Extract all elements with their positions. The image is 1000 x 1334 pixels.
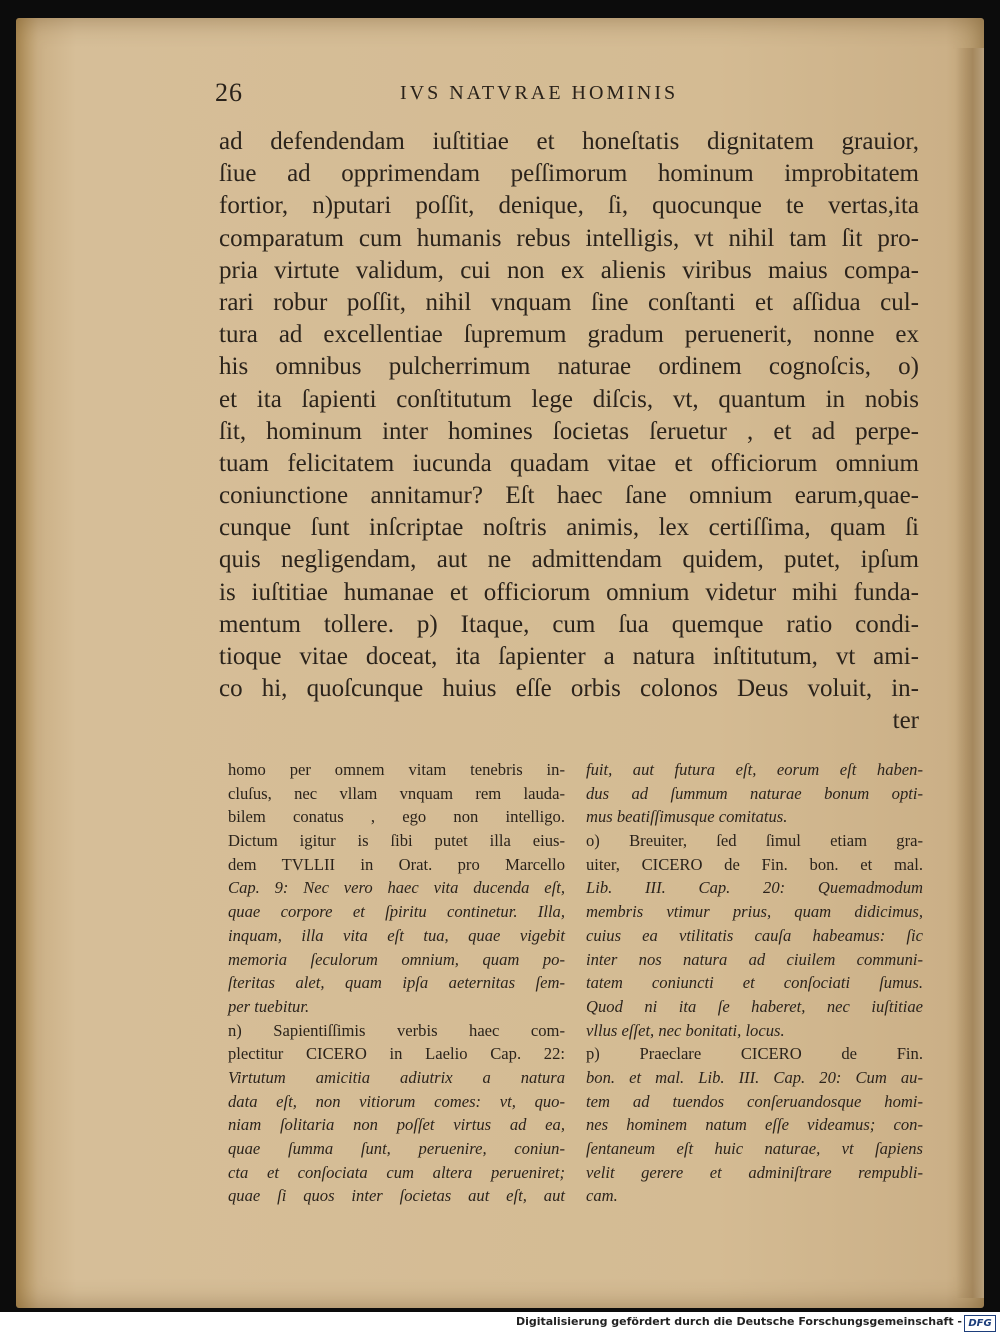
footnote-line: quae ſi quos inter ſocietas aut eſt, aut — [228, 1186, 565, 1206]
footnote-line: bilem conatus , ego non intelligo. — [228, 807, 565, 827]
footnote-line: quae ſumma ſunt, peruenire, coniun- — [228, 1139, 565, 1158]
footnote-line: Virtutum amicitia adiutrix a natura — [228, 1067, 565, 1087]
page-number: 26 — [215, 78, 243, 107]
footnote-line: uiter, CICERO de Fin. bon. et mal. — [586, 854, 923, 874]
main-text-line: ad defendendam iuſtitiae et honeſtatis dignitatem grauior, — [219, 128, 919, 155]
main-text-line: rari robur poſſit, nihil vnquam ſine conſtanti et aſſidua cul- — [219, 288, 919, 316]
footnote-line: per tuebitur. — [228, 996, 310, 1016]
digitization-footer — [0, 1312, 1000, 1334]
main-text-line: is iuſtitiae humanae et officiorum omnium videtur mihi funda- — [219, 578, 919, 606]
footnote-line: nes hominem natum eſſe videamus; con- — [586, 1115, 923, 1135]
footnote-line: mus beatiſſimusque comitatus. — [586, 807, 788, 827]
footnote-line: cta et conſociata cum altera perueniret; — [228, 1162, 565, 1182]
main-text-line: co hi, quoſcunque huius eſſe orbis colonos Deus voluit, in- — [219, 675, 919, 703]
footnote-line: tem ad tuendos conſeruandosque homi- — [586, 1091, 923, 1111]
footnote-line: inter nos natura ad ciuilem communi- — [586, 949, 923, 969]
running-title: IVS NATVRAE HOMINIS — [400, 82, 679, 104]
footnotes-right-column — [586, 758, 923, 1208]
footnote-line: velit gerere et adminiſtrare rempubli- — [586, 1162, 923, 1182]
footnote-line: vllus eſſet, nec bonitati, locus. — [586, 1020, 785, 1040]
footnote-line: memoria ſeculorum omnium, quam po- — [228, 949, 565, 969]
footnote-line: quae corpore et ſpiritu continetur. Illa, — [228, 902, 565, 922]
footnote-line: inquam, illa vita eſt tua, quae vigebit — [228, 925, 565, 945]
footnote-line: bon. et mal. Lib. III. Cap. 20: Cum au- — [586, 1067, 923, 1087]
main-text-line: comparatum cum humanis rebus intelligis, vt nihil tam ſit pro- — [219, 224, 919, 252]
footnotes-left-column — [228, 758, 565, 1208]
footnote-line: niam ſolitaria non poſſet virtus ad ea, — [228, 1115, 565, 1135]
footnote-line: Lib. III. Cap. 20: Quemadmodum — [586, 878, 923, 898]
main-text-line: ſiue ad opprimendam peſſimorum hominum improbitatem — [219, 160, 919, 188]
main-text-line: et ita ſapienti conſtitutum lege diſcis, vt, quantum in nobis — [219, 385, 919, 413]
footnote-line: o) Breuiter, ſed ſimul etiam gra- — [586, 831, 923, 851]
footnote-line: fuit, aut futura eſt, eorum eſt haben- — [586, 760, 923, 779]
funding-credit: Digitalisierung gefördert durch die Deutsche Forschungsgemeinschaft - — [515, 1315, 962, 1328]
footnote-line: dus ad ſummum naturae bonum opti- — [586, 783, 923, 803]
page-header — [215, 78, 915, 112]
footnote-line: tatem coniuncti et conſociati ſumus. — [586, 973, 923, 993]
main-text-line: cunque ſunt inſcriptae noſtris animis, lex certiſſima, quam ſi — [219, 514, 919, 542]
main-text-line: mentum tollere. p) Itaque, cum ſua quemque ratio condi- — [219, 610, 919, 638]
footnote-line: cluſus, nec vllam vnquam rem lauda- — [228, 783, 565, 803]
footnote-line: ſteritas alet, quam ipſa aeternitas ſem- — [228, 973, 565, 993]
footnote-line: cam. — [586, 1186, 618, 1206]
catchword: ter — [892, 707, 919, 735]
footnote-line: Dictum igitur is ſibi putet illa eius- — [228, 831, 565, 851]
main-text-line: coniunctione annitamur? Eſt haec ſane omnium earum,quae- — [219, 482, 919, 510]
dfg-logo-icon: DFG — [964, 1315, 996, 1332]
footnote-line: cuius ea vtilitatis cauſa habeamus: ſic — [586, 925, 923, 945]
main-text-line: ſit, hominum inter homines ſocietas ſeruetur , et ad perpe- — [219, 417, 919, 445]
footnote-line: membris vtimur prius, quam didicimus, — [586, 902, 923, 922]
footnote-line: data eſt, non vitiorum comes: vt, quo- — [228, 1091, 565, 1111]
footnote-line: n) Sapientiſſimis verbis haec com- — [228, 1020, 565, 1040]
main-text-line: fortior, n)putari poſſit, denique, ſi, quocunque te vertas,ita — [219, 192, 919, 220]
main-text-line: quis negligendam, aut ne admittendam quidem, putet, ipſum — [219, 546, 919, 574]
footnote-line: ſentaneum eſt huic naturae, vt ſapiens — [586, 1139, 923, 1158]
footnote-line: homo per omnem vitam tenebris in- — [228, 760, 565, 779]
footnote-line: plectitur CICERO in Laelio Cap. 22: — [228, 1044, 565, 1064]
footnote-line: Quod ni ita ſe haberet, nec iuſtitiae — [586, 996, 923, 1016]
footnote-line: p) Praeclare CICERO de Fin. — [586, 1044, 923, 1064]
main-text-line: his omnibus pulcherrimum naturae ordinem cognoſcis, o) — [219, 353, 919, 381]
page-edge-shadow — [956, 48, 984, 1298]
footnote-line: dem TVLLII in Orat. pro Marcello — [228, 854, 565, 874]
main-text-block — [219, 126, 919, 738]
main-text-line: tuam felicitatem iucunda quadam vitae et officiorum omnium — [219, 449, 919, 477]
main-text-line: pria virtute validum, cui non ex alienis viribus maius compa- — [219, 256, 919, 284]
footnote-line: Cap. 9: Nec vero haec vita ducenda eſt, — [228, 878, 565, 898]
main-text-line: tioque vitae doceat, ita ſapienter a natura inſtitutum, vt ami- — [219, 643, 919, 670]
main-text-line: tura ad excellentiae ſupremum gradum peruenerit, nonne ex — [219, 321, 919, 349]
